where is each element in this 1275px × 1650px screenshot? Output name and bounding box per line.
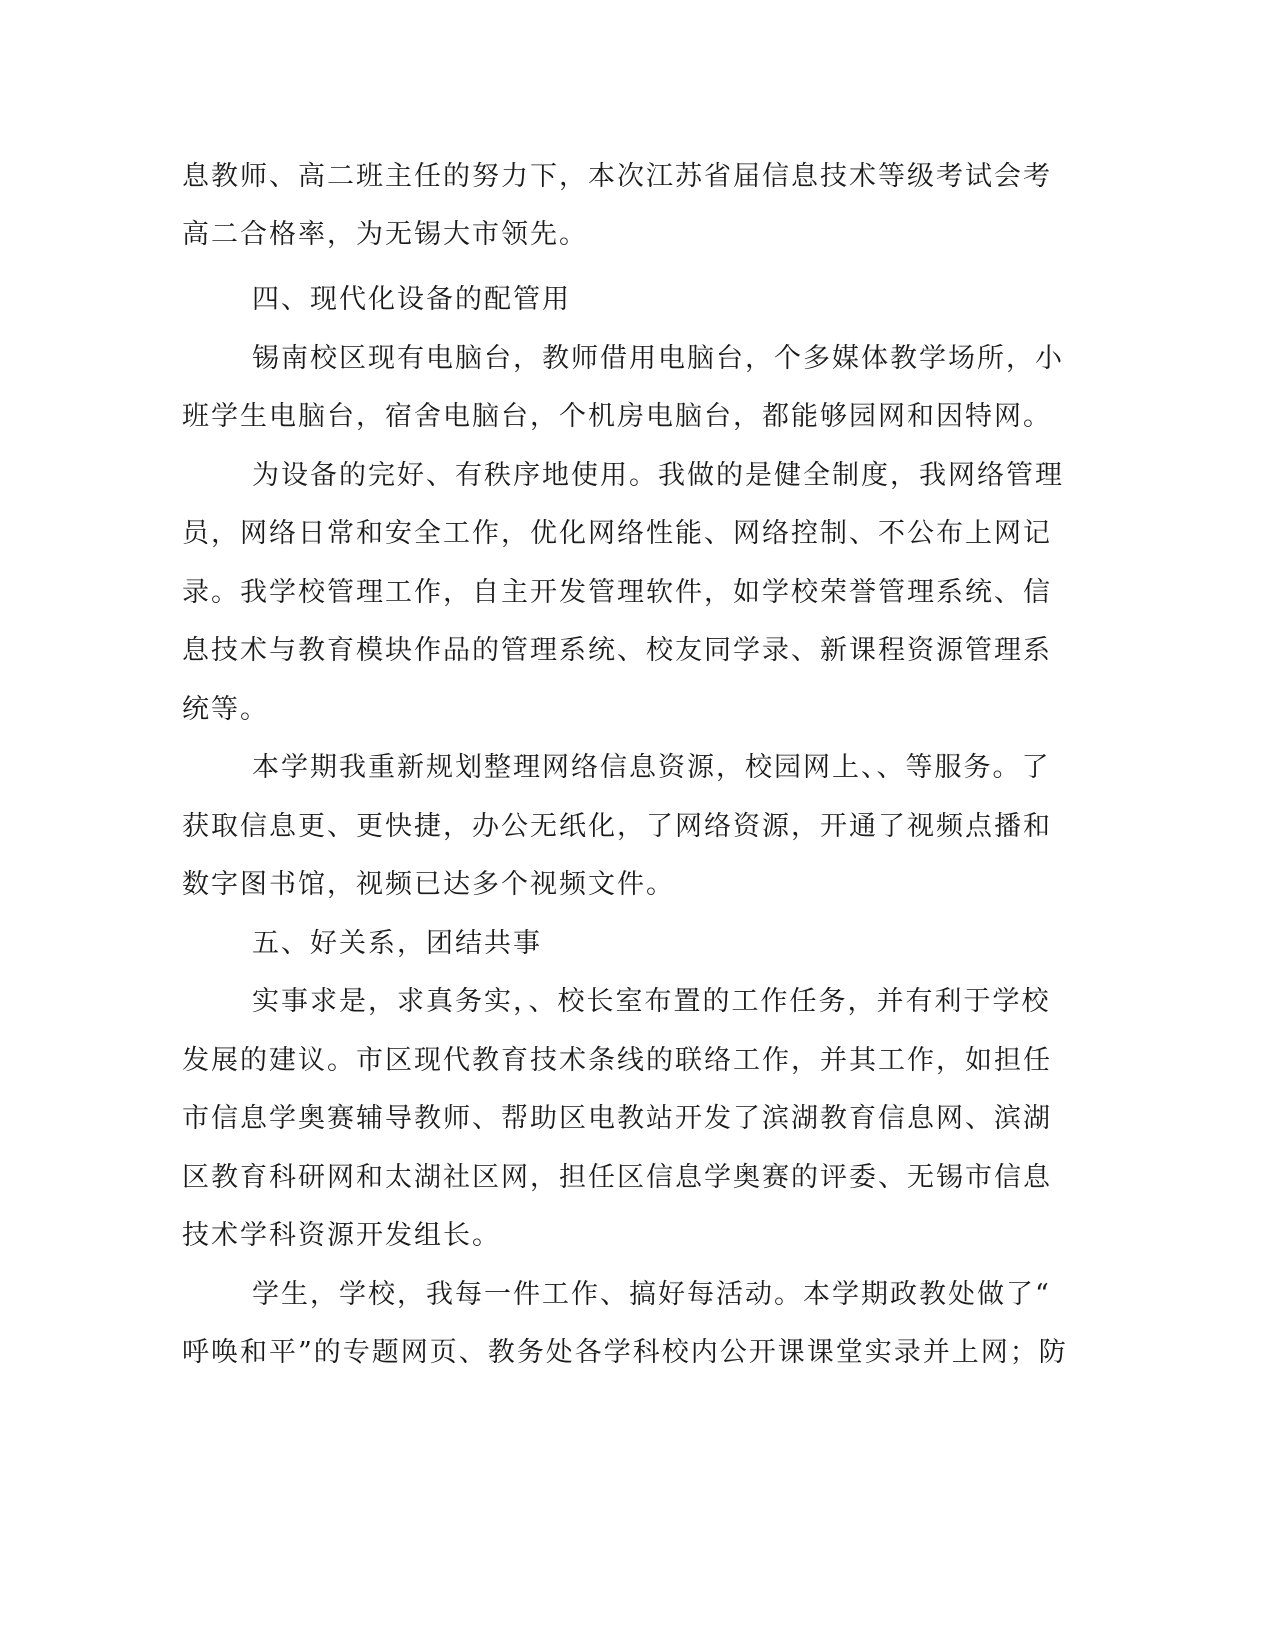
text-line: 呼唤和平”的专题网页、教务处各学科校内公开课课堂实录并上网；防 (182, 1337, 1068, 1368)
text-line: 班学生电脑台，宿舍电脑台，个机房电脑台，都能够园网和因特网。 (182, 401, 1052, 432)
text-line: 区教育科研网和太湖社区网，担任区信息学奥赛的评委、无锡市信息 (182, 1162, 1052, 1193)
text-line: 发展的建议。市区现代教育技术条线的联络工作，并其工作，如担任 (182, 1045, 1052, 1076)
text-line: 学生，学校，我每一件工作、搞好每活动。本学期政教处做了“ (252, 1279, 1051, 1310)
text-line: 本学期我重新规划整理网络信息资源，校园网上、、等服务。了 (252, 752, 1051, 783)
text-line: 录。我学校管理工作，自主开发管理软件，如学校荣誉管理系统、信 (182, 577, 1052, 608)
text-line: 数字图书馆，视频已达多个视频文件。 (182, 869, 675, 900)
text-line: 员，网络日常和安全工作，优化网络性能、网络控制、不公布上网记 (182, 518, 1052, 549)
text-line: 高二合格率，为无锡大市领先。 (182, 219, 588, 250)
text-line: 锡南校区现有电脑台，教师借用电脑台，个多媒体教学场所，小 (252, 343, 1064, 374)
text-line: 市信息学奥赛辅导教师、帮助区电教站开发了滨湖教育信息网、滨湖 (182, 1103, 1052, 1134)
text-line: 为设备的完好、有秩序地使用。我做的是健全制度，我网络管理 (252, 460, 1064, 491)
text-line: 息技术与教育模块作品的管理系统、校友同学录、新课程资源管理系 (182, 635, 1052, 666)
text-line: 技术学科资源开发组长。 (182, 1220, 501, 1251)
text-line: 获取信息更、更快捷，办公无纸化，了网络资源，开通了视频点播和 (182, 811, 1052, 842)
text-line: 实事求是，求真务实，、校长室布置的工作任务，并有利于学校 (252, 986, 1051, 1017)
section-heading: 五、好关系，团结共事 (252, 928, 542, 959)
section-heading: 四、现代化设备的配管用 (252, 284, 571, 315)
text-line: 息教师、高二班主任的努力下，本次江苏省届信息技术等级考试会考 (182, 161, 1052, 192)
text-line: 统等。 (182, 694, 269, 725)
